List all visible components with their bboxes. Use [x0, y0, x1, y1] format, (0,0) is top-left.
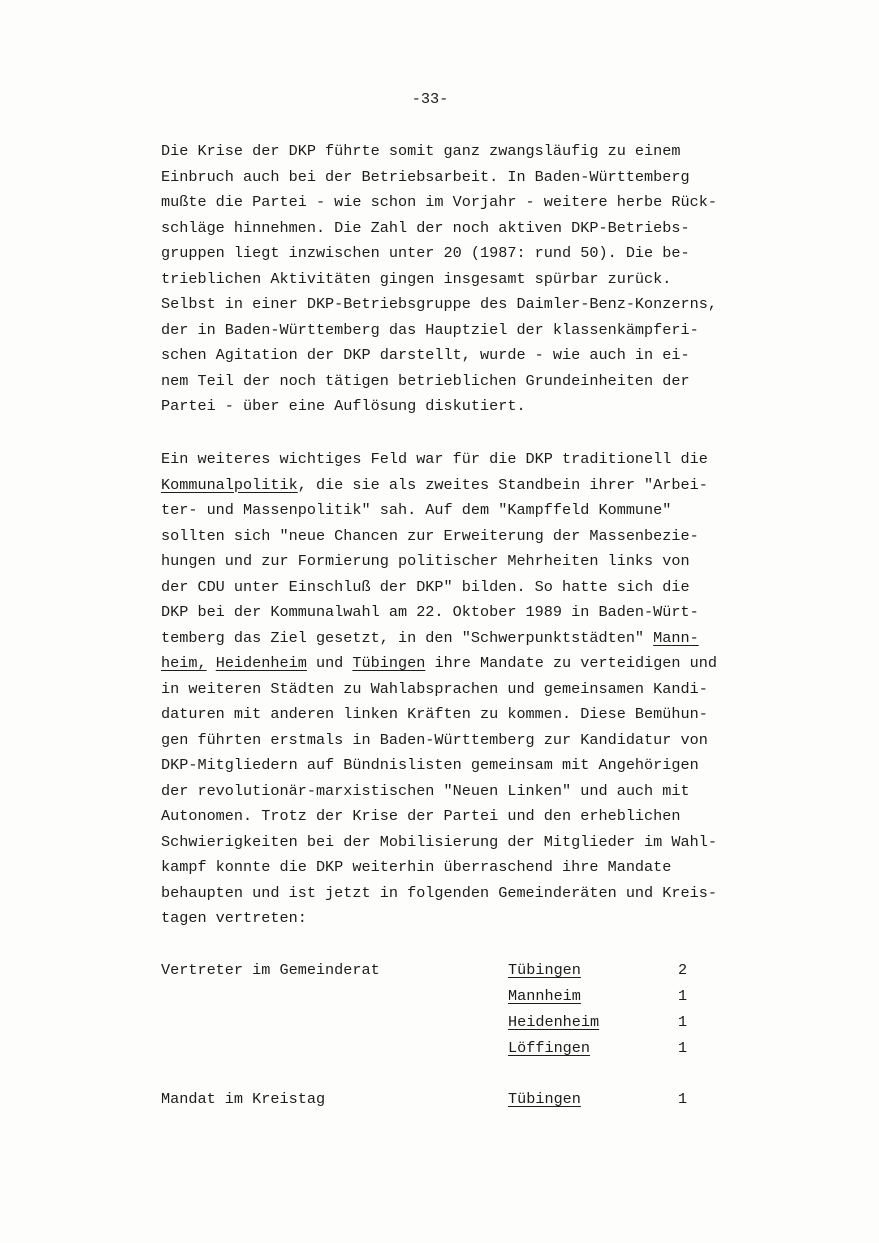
mandate-count: 1 — [678, 1013, 688, 1031]
text-line: daturen mit anderen linken Kräften zu kommen. Diese Bemühun- — [161, 705, 708, 723]
text-line: Ein weiteres wichtiges Feld war für die DKP traditionell die — [161, 450, 708, 468]
text-run: und — [306, 654, 353, 672]
text-line: behaupten und ist jetzt in folgenden Gemeinderäten und Kreis- — [161, 883, 717, 902]
text-run: , die sie als zweites Standbein ihrer "Arbei- — [297, 475, 708, 494]
place-name: Tübingen — [508, 1090, 581, 1108]
text-line: trieblichen Aktivitäten gingen insgesamt spürbar zurück. — [161, 269, 672, 288]
paragraph-kommunalpolitik — [161, 447, 821, 932]
council-label: Vertreter im Gemeinderat — [161, 961, 380, 979]
mandate-count: 1 — [678, 1090, 688, 1108]
text-line: mußte die Partei - wie schon im Vorjahr - weitere herbe Rück- — [161, 193, 717, 211]
table-row — [161, 1035, 721, 1061]
text-line: gen führten erstmals in Baden-Württemberg zur Kandidatur von — [161, 730, 708, 749]
text-line — [161, 626, 821, 652]
underlined-term: Mann- — [653, 628, 699, 647]
text-line: der revolutionär-marxistischen "Neuen Linken" und auch mit — [161, 781, 690, 800]
text-line: Schwierigkeiten bei der Mobilisierung der Mitglieder im Wahl- — [161, 832, 717, 851]
text-line: schläge hinnehmen. Die Zahl der noch aktiven DKP-Betriebs- — [161, 218, 690, 237]
underlined-term: heim, — [161, 654, 207, 672]
place-name: Löffingen — [508, 1039, 591, 1057]
place-name: Heidenheim — [508, 1013, 600, 1031]
paragraph-betriebsarbeit — [161, 139, 821, 420]
text-line: tagen vertreten: — [161, 909, 307, 927]
mandate-count: 2 — [678, 961, 688, 979]
mandate-count: 1 — [678, 1039, 688, 1057]
text-line: hungen und zur Formierung politischer Mehrheiten links von — [161, 552, 690, 570]
text-line — [161, 651, 821, 677]
underlined-term: Kommunalpolitik — [161, 475, 298, 494]
text-line: schen Agitation der DKP darstellt, wurde - wie auch in ei- — [161, 346, 690, 364]
text-line: DKP-Mitgliedern auf Bündnislisten gemeinsam mit Angehörigen — [161, 756, 699, 774]
text-line: ter- und Massenpolitik" sah. Auf dem "Kampffeld Kommune" — [161, 501, 672, 519]
district-label: Mandat im Kreistag — [161, 1090, 326, 1108]
text-line: in weiteren Städten zu Wahlabsprachen und gemeinsamen Kandi- — [161, 679, 708, 698]
underlined-term: Tübingen — [352, 654, 426, 672]
text-line: Einbruch auch bei der Betriebsarbeit. In Baden-Württemberg — [161, 167, 690, 186]
underlined-term: Heidenheim — [215, 654, 307, 672]
text-line: kampf konnte die DKP weiterhin überraschend ihre Mandate — [161, 858, 672, 876]
text-line: Selbst in einer DKP-Betriebsgruppe des Daimler-Benz-Konzerns, — [161, 295, 717, 313]
mandates-table — [161, 957, 721, 1112]
table-row — [161, 957, 721, 983]
table-row — [161, 1086, 721, 1112]
mandate-count: 1 — [678, 987, 688, 1005]
text-run: temberg das Ziel gesetzt, in den "Schwerpunktstädten" — [161, 628, 654, 647]
text-line — [161, 473, 821, 499]
text-line: gruppen liegt inzwischen unter 20 (1987: rund 50). Die be- — [161, 244, 690, 262]
table-row — [161, 1009, 721, 1035]
place-name: Tübingen — [508, 961, 581, 979]
table-row — [161, 983, 721, 1009]
text-line: Die Krise der DKP führte somit ganz zwangsläufig zu einem — [161, 142, 681, 160]
text-line: der in Baden-Württemberg das Hauptziel der klassenkämpferi- — [161, 320, 699, 339]
text-line: DKP bei der Kommunalwahl am 22. Oktober 1989 in Baden-Würt- — [161, 603, 699, 621]
place-name: Mannheim — [508, 987, 581, 1005]
text-run: ihre Mandate zu verteidigen und — [425, 654, 717, 672]
text-line: der CDU unter Einschluß der DKP" bilden. So hatte sich die — [161, 577, 690, 596]
text-line: Autonomen. Trotz der Krise der Partei und den erheblichen — [161, 807, 681, 825]
text-line: nem Teil der noch tätigen betrieblichen Grundeinheiten der — [161, 371, 690, 390]
text-line: sollten sich "neue Chancen zur Erweiterung der Massenbezie- — [161, 526, 699, 545]
page-number: -33- — [411, 90, 449, 108]
text-line: Partei - über eine Auflösung diskutiert. — [161, 397, 526, 415]
